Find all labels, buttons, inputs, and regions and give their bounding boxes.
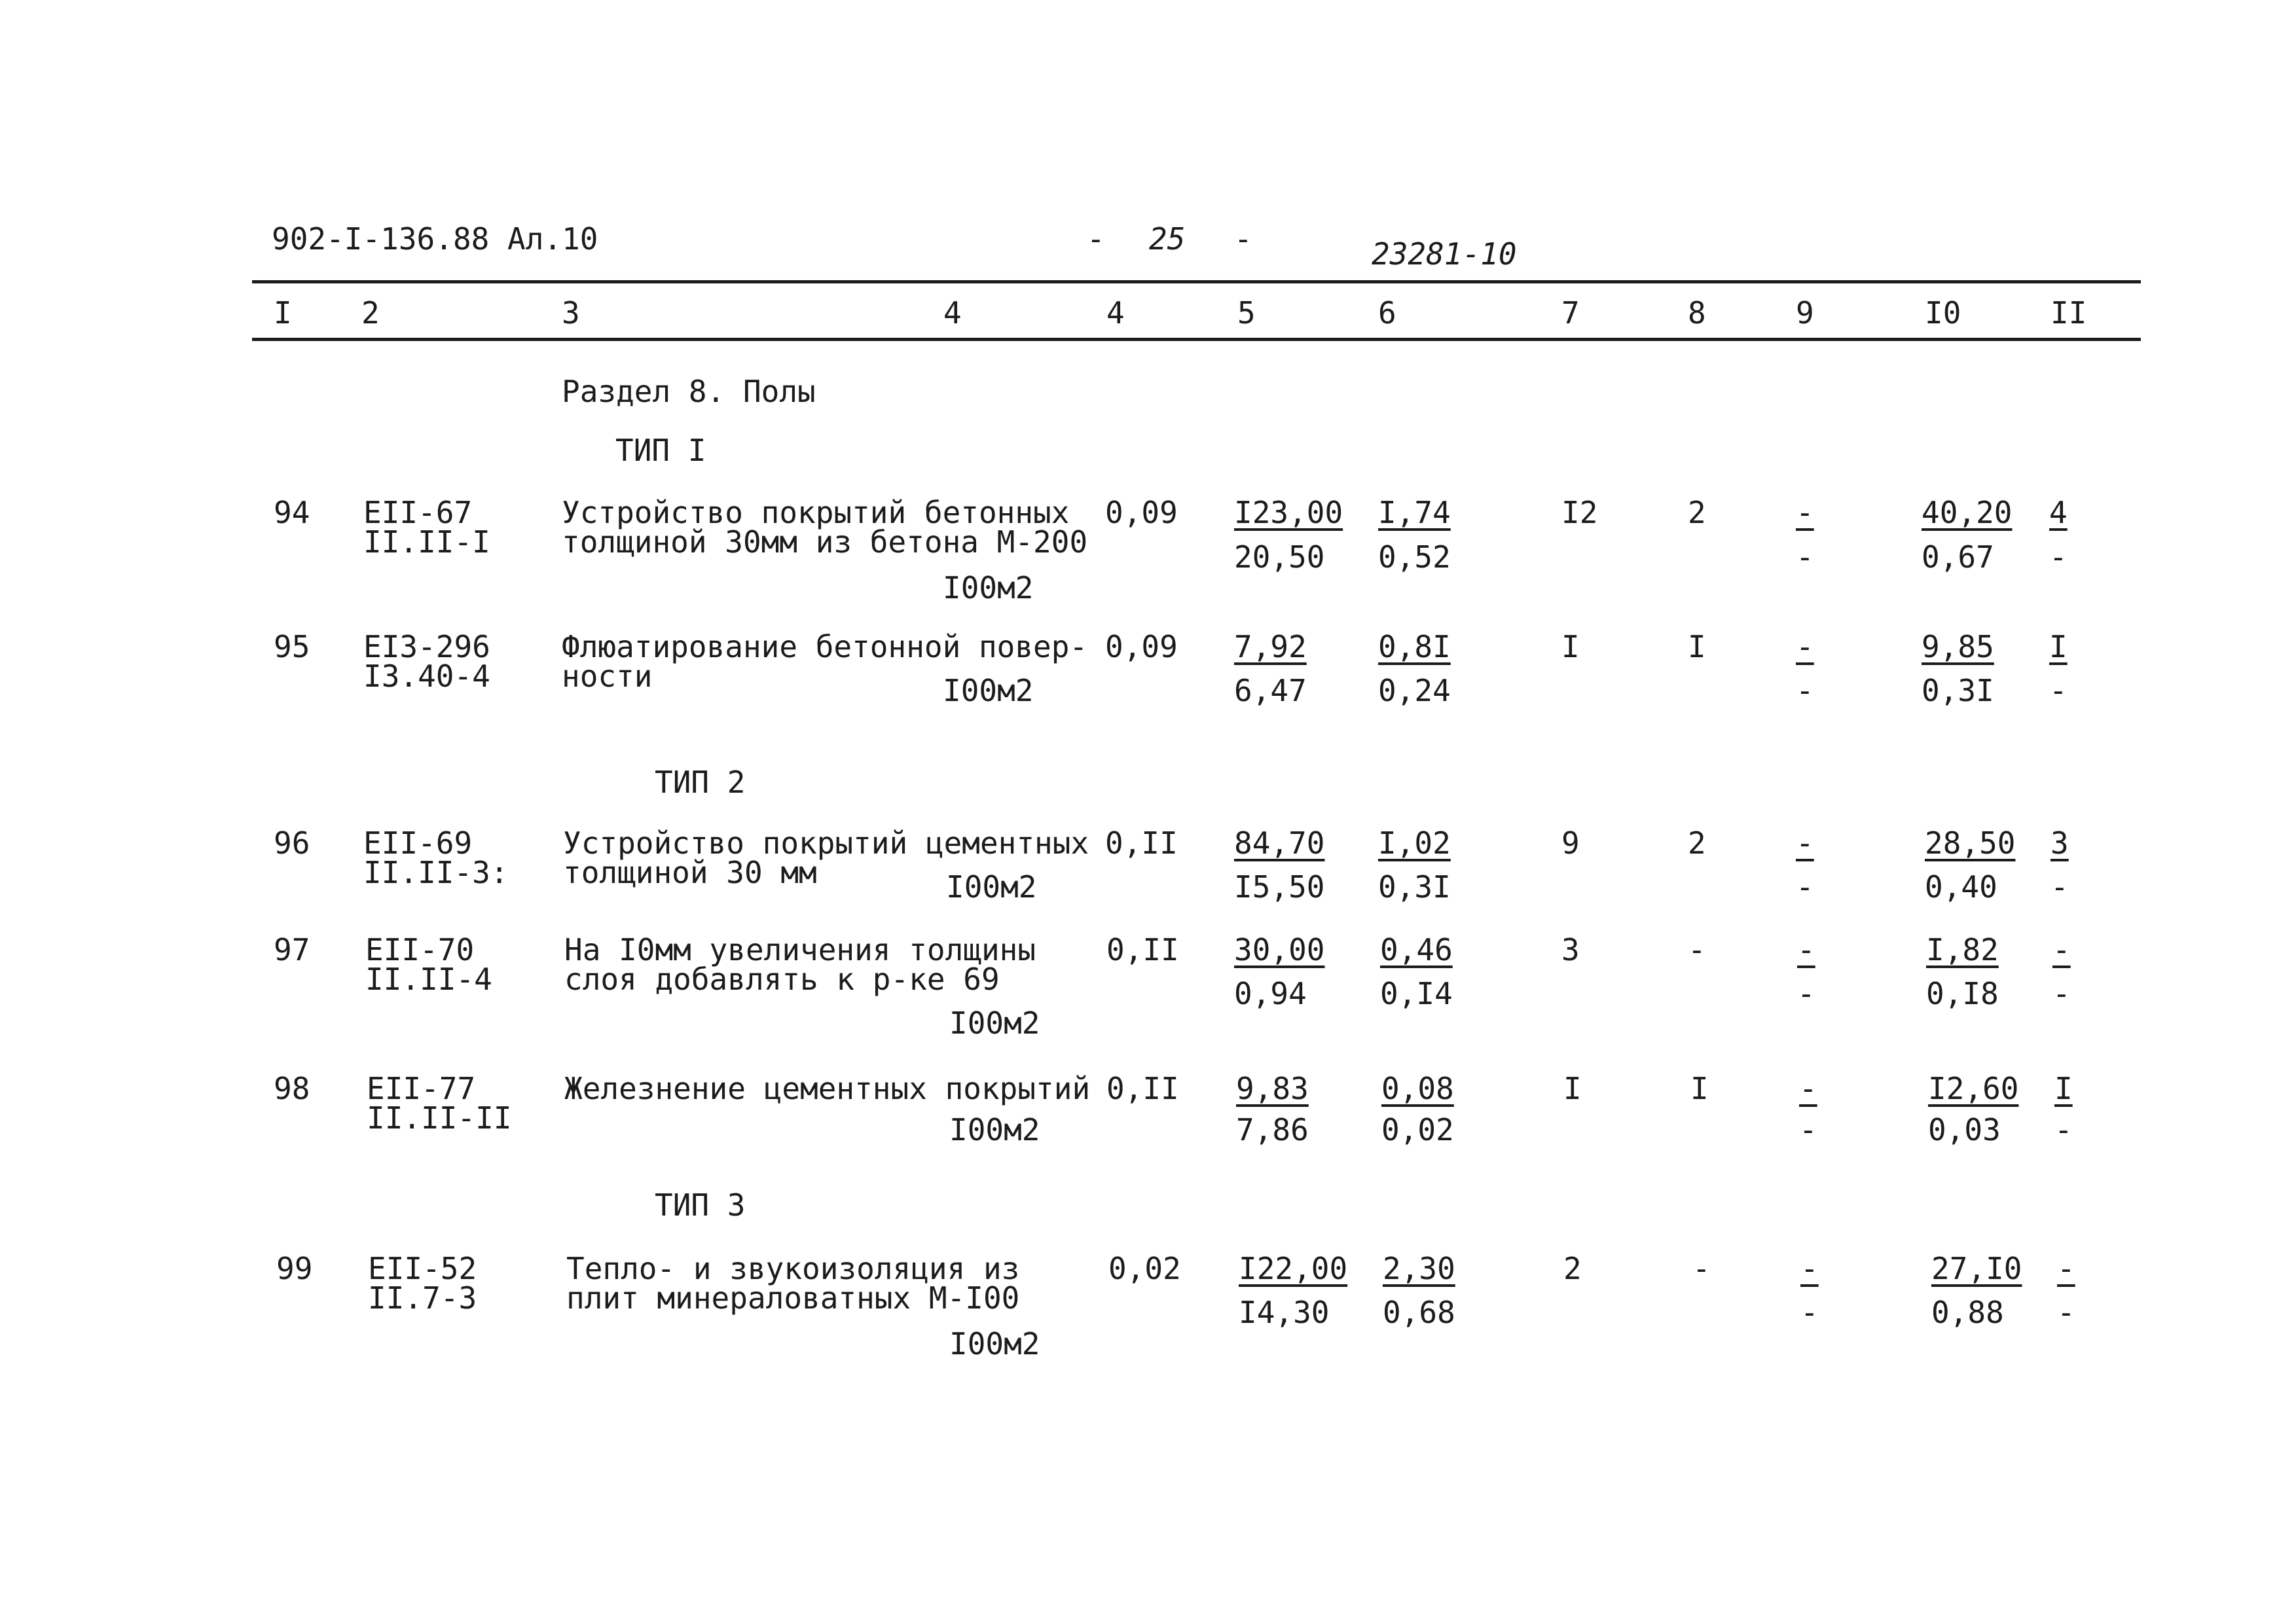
col10-top: 40,20 (1922, 495, 2013, 530)
col5-top: 7,92 (1234, 629, 1307, 664)
col5-top: I23,00 (1234, 495, 1343, 530)
col5-bottom: 20,50 (1234, 539, 1325, 575)
col6-top: I,02 (1378, 825, 1451, 861)
rate-code: EII-70 (365, 932, 475, 967)
column-header-10: I0 (1925, 295, 1961, 331)
col9-bottom: - (1800, 1295, 1819, 1330)
col5-top: I22,00 (1239, 1251, 1348, 1286)
col8: I (1688, 629, 1706, 664)
col11-top: 3 (2050, 825, 2069, 861)
column-header-5: 5 (1237, 295, 1256, 331)
col8: I (1690, 1071, 1709, 1106)
col9-bottom: - (1797, 976, 1815, 1011)
col6-bottom: 0,68 (1383, 1295, 1455, 1330)
col9-top: - (1800, 1251, 1819, 1286)
unit: I00м2 (946, 869, 1037, 905)
col9-top: - (1796, 495, 1814, 530)
unit: I00м2 (943, 673, 1034, 708)
col11-top: I (2049, 629, 2068, 664)
col10-bottom: 0,40 (1925, 869, 1997, 905)
col5-bottom: 0,94 (1234, 976, 1307, 1011)
col5-bottom: I5,50 (1234, 869, 1325, 905)
group-title-type-1: ТИП I (615, 433, 706, 468)
quantity: 0,09 (1105, 629, 1178, 664)
rate-code: EII-77 (367, 1071, 476, 1106)
work-description-line2: толщиной 30 мм (563, 855, 817, 890)
col11-top: I (2054, 1071, 2073, 1106)
work-description: Устройство покрытий цементных (563, 825, 1089, 861)
col11-bottom: - (2049, 539, 2068, 575)
col11-bottom: - (2049, 673, 2068, 708)
col11-top: - (2057, 1251, 2075, 1286)
rate-code: EII-52 (368, 1251, 477, 1286)
work-description-line2: толщиной 30мм из бетона М-200 (562, 524, 1088, 560)
header-top-rule (252, 280, 2141, 283)
quantity: 0,II (1106, 1071, 1179, 1106)
col10-bottom: 0,67 (1922, 539, 1994, 575)
column-header-6: 6 (1378, 295, 1396, 331)
col6-top: 0,46 (1380, 932, 1453, 967)
col7: I2 (1561, 495, 1598, 530)
page-dash-right: - (1234, 221, 1252, 257)
work-description-line2: слоя добавлять к р-ке 69 (564, 962, 1000, 997)
col9-top: - (1796, 629, 1814, 664)
section-title: Раздел 8. Полы (562, 374, 816, 409)
row-number: 94 (274, 495, 310, 530)
col11-bottom: - (2050, 869, 2069, 905)
col10-bottom: 0,3I (1922, 673, 1994, 708)
col5-bottom: I4,30 (1239, 1295, 1330, 1330)
column-header-8: 8 (1688, 295, 1706, 331)
col6-top: 2,30 (1383, 1251, 1455, 1286)
col6-top: 0,08 (1381, 1071, 1454, 1106)
col6-top: I,74 (1378, 495, 1451, 530)
col10-top: I,82 (1926, 932, 1999, 967)
col6-bottom: 0,02 (1381, 1112, 1454, 1147)
col9-bottom: - (1799, 1112, 1817, 1147)
work-description: Флюатирование бетонной повер- (562, 629, 1088, 664)
col9-top: - (1799, 1071, 1817, 1106)
quantity: 0,09 (1105, 495, 1178, 530)
unit: I00м2 (949, 1005, 1040, 1041)
col11-top: 4 (2049, 495, 2068, 530)
column-header-1: I (274, 295, 292, 331)
col11-top: - (2052, 932, 2071, 967)
col10-bottom: 0,03 (1928, 1112, 2001, 1147)
column-header-4a: 4 (943, 295, 962, 331)
col10-top: 28,50 (1925, 825, 2016, 861)
rate-code-secondary: I3.40-4 (363, 659, 490, 694)
row-number: 98 (274, 1071, 310, 1106)
rate-code-secondary: II.II-4 (365, 962, 492, 997)
col9-bottom: - (1796, 539, 1814, 575)
col10-bottom: 0,I8 (1926, 976, 1999, 1011)
col9-bottom: - (1796, 869, 1814, 905)
rate-code: EII-67 (363, 495, 473, 530)
work-description: Устройство покрытий бетонных (562, 495, 1070, 530)
col7: I (1561, 629, 1580, 664)
row-number: 95 (274, 629, 310, 664)
work-description: Железнение цементных покрытий (564, 1071, 1091, 1106)
column-header-2: 2 (361, 295, 380, 331)
column-header-9: 9 (1796, 295, 1814, 331)
col6-top: 0,8I (1378, 629, 1451, 664)
work-description: Тепло- и звукоизоляция из (566, 1251, 1020, 1286)
rate-code-secondary: II.II-II (367, 1100, 512, 1136)
col9-top: - (1797, 932, 1815, 967)
col6-bottom: 0,I4 (1380, 976, 1453, 1011)
row-number: 96 (274, 825, 310, 861)
column-header-7: 7 (1561, 295, 1580, 331)
col9-top: - (1796, 825, 1814, 861)
row-number: 97 (274, 932, 310, 967)
rate-code: EII-69 (363, 825, 473, 861)
col6-bottom: 0,52 (1378, 539, 1451, 575)
col9-bottom: - (1796, 673, 1814, 708)
rate-code-secondary: II.II-I (363, 524, 490, 560)
col7: I (1563, 1071, 1582, 1106)
work-description-line2: ности (562, 659, 653, 694)
work-description: На I0мм увеличения толщины (564, 932, 1036, 967)
row-number: 99 (276, 1251, 313, 1286)
rate-code-secondary: II.II-3: (363, 855, 509, 890)
col5-bottom: 7,86 (1236, 1112, 1309, 1147)
col11-bottom: - (2057, 1295, 2075, 1330)
document-code: 902-I-136.88 Ал.10 (272, 221, 598, 257)
col11-bottom: - (2052, 976, 2071, 1011)
unit: I00м2 (943, 570, 1034, 605)
column-header-11: II (2050, 295, 2087, 331)
group-title-type-3: ТИП 3 (655, 1187, 746, 1223)
col8: - (1688, 932, 1706, 967)
archive-number: 23281-10 (1372, 236, 1517, 272)
quantity: 0,02 (1108, 1251, 1181, 1286)
col11-bottom: - (2054, 1112, 2073, 1147)
col8: 2 (1688, 825, 1706, 861)
col10-top: I2,60 (1928, 1071, 2019, 1106)
unit: I00м2 (949, 1326, 1040, 1362)
col7: 3 (1561, 932, 1580, 967)
col8: 2 (1688, 495, 1706, 530)
col8: - (1692, 1251, 1711, 1286)
col5-top: 84,70 (1234, 825, 1325, 861)
col10-top: 27,I0 (1931, 1251, 2022, 1286)
col5-top: 30,00 (1234, 932, 1325, 967)
col6-bottom: 0,3I (1378, 869, 1451, 905)
work-description-line2: плит минераловатных М-I00 (566, 1280, 1020, 1316)
quantity: 0,II (1106, 932, 1179, 967)
col7: 9 (1561, 825, 1580, 861)
col5-bottom: 6,47 (1234, 673, 1307, 708)
rate-code: EI3-296 (363, 629, 490, 664)
group-title-type-2: ТИП 2 (655, 765, 746, 800)
col10-bottom: 0,88 (1931, 1295, 2004, 1330)
column-header-3: 3 (562, 295, 580, 331)
col5-top: 9,83 (1236, 1071, 1309, 1106)
col10-top: 9,85 (1922, 629, 1994, 664)
col6-bottom: 0,24 (1378, 673, 1451, 708)
col7: 2 (1563, 1251, 1582, 1286)
quantity: 0,II (1105, 825, 1178, 861)
column-header-4b: 4 (1106, 295, 1125, 331)
page-number: 25 (1149, 221, 1186, 257)
header-bottom-rule (252, 338, 2141, 341)
unit: I00м2 (949, 1112, 1040, 1147)
page-dash-left: - (1087, 221, 1105, 257)
rate-code-secondary: II.7-3 (368, 1280, 477, 1316)
